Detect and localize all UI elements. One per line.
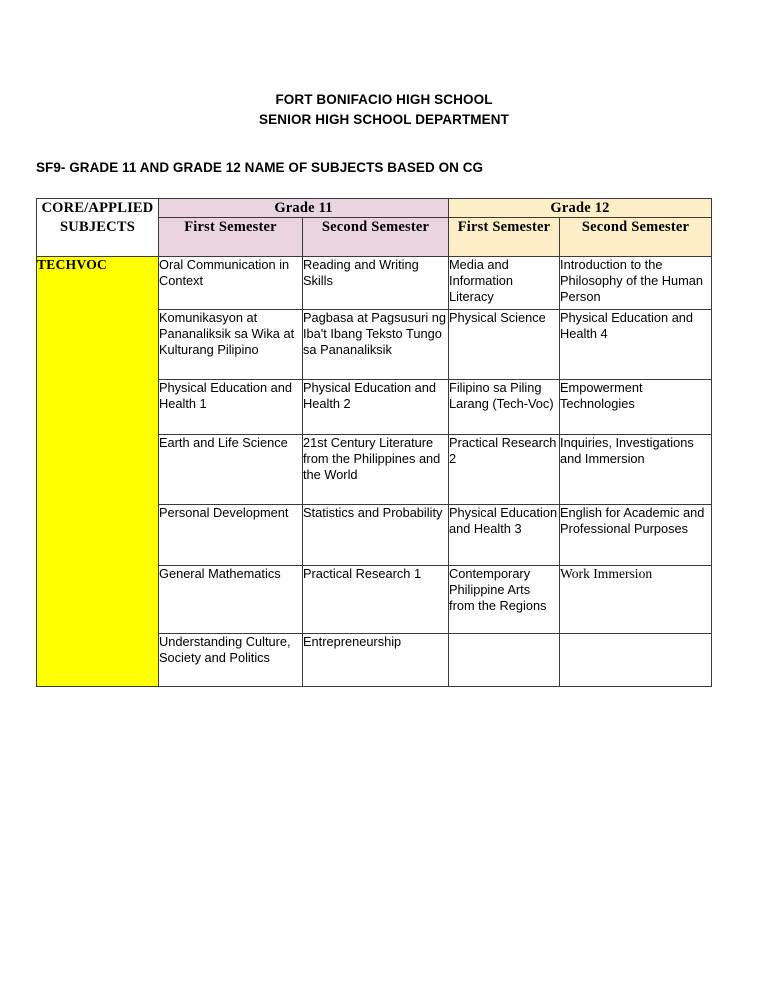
- table-header-row-grades: [37, 199, 712, 218]
- document-header: [0, 90, 768, 130]
- header-g11-first-semester: First Semester: [159, 218, 303, 257]
- subject-cell: General Mathematics: [159, 566, 303, 634]
- subject-cell: Media and Information Literacy: [449, 257, 560, 310]
- header-grade-11: Grade 11: [159, 199, 449, 218]
- subject-cell: [560, 634, 712, 687]
- subject-cell: Statistics and Probability: [303, 505, 449, 566]
- subject-cell: Empowerment Technologies: [560, 380, 712, 435]
- subject-cell: 21st Century Literature from the Philippines and the World: [303, 435, 449, 505]
- subject-cell: Physical Science: [449, 310, 560, 380]
- subject-cell: Physical Education and Health 3: [449, 505, 560, 566]
- subject-cell: Physical Education and Health 4: [560, 310, 712, 380]
- subject-cell: [449, 634, 560, 687]
- header-category: CORE/APPLIED SUBJECTS: [37, 199, 159, 257]
- subject-cell: Work Immersion: [560, 566, 712, 634]
- subject-cell: Personal Development: [159, 505, 303, 566]
- subject-cell: Entrepreneurship: [303, 634, 449, 687]
- table-row: [37, 257, 712, 310]
- header-grade-12: Grade 12: [449, 199, 712, 218]
- document-subtitle: SF9- GRADE 11 AND GRADE 12 NAME OF SUBJECTS BASED ON CG: [36, 160, 484, 175]
- subject-cell: Contemporary Philippine Arts from the Regions: [449, 566, 560, 634]
- subject-cell: English for Academic and Professional Purposes: [560, 505, 712, 566]
- subject-cell: Reading and Writing Skills: [303, 257, 449, 310]
- subject-cell: Earth and Life Science: [159, 435, 303, 505]
- subject-cell: Komunikasyon at Pananaliksik sa Wika at Kulturang Pilipino: [159, 310, 303, 380]
- header-g12-first-semester: First Semester: [449, 218, 560, 257]
- subjects-table: [36, 198, 712, 687]
- subject-cell: Practical Research 2: [449, 435, 560, 505]
- school-name: FORT BONIFACIO HIGH SCHOOL: [275, 92, 493, 107]
- department-name: SENIOR HIGH SCHOOL DEPARTMENT: [259, 112, 509, 127]
- table-body: [37, 257, 712, 687]
- header-g11-second-semester: Second Semester: [303, 218, 449, 257]
- subject-cell: Practical Research 1: [303, 566, 449, 634]
- subject-cell: Physical Education and Health 1: [159, 380, 303, 435]
- subject-cell: Pagbasa at Pagsusuri ng Iba't Ibang Teksto Tungo sa Pananaliksik: [303, 310, 449, 380]
- subject-cell: Filipino sa Piling Larang (Tech-Voc): [449, 380, 560, 435]
- header-g12-second-semester: Second Semester: [560, 218, 712, 257]
- table-header: [37, 199, 712, 257]
- category-cell-techvoc: TECHVOC: [37, 257, 159, 687]
- subject-cell: Introduction to the Philosophy of the Human Person: [560, 257, 712, 310]
- subject-cell: Physical Education and Health 2: [303, 380, 449, 435]
- subject-cell: Understanding Culture, Society and Politics: [159, 634, 303, 687]
- subject-cell: Oral Communication in Context: [159, 257, 303, 310]
- subject-cell: Inquiries, Investigations and Immersion: [560, 435, 712, 505]
